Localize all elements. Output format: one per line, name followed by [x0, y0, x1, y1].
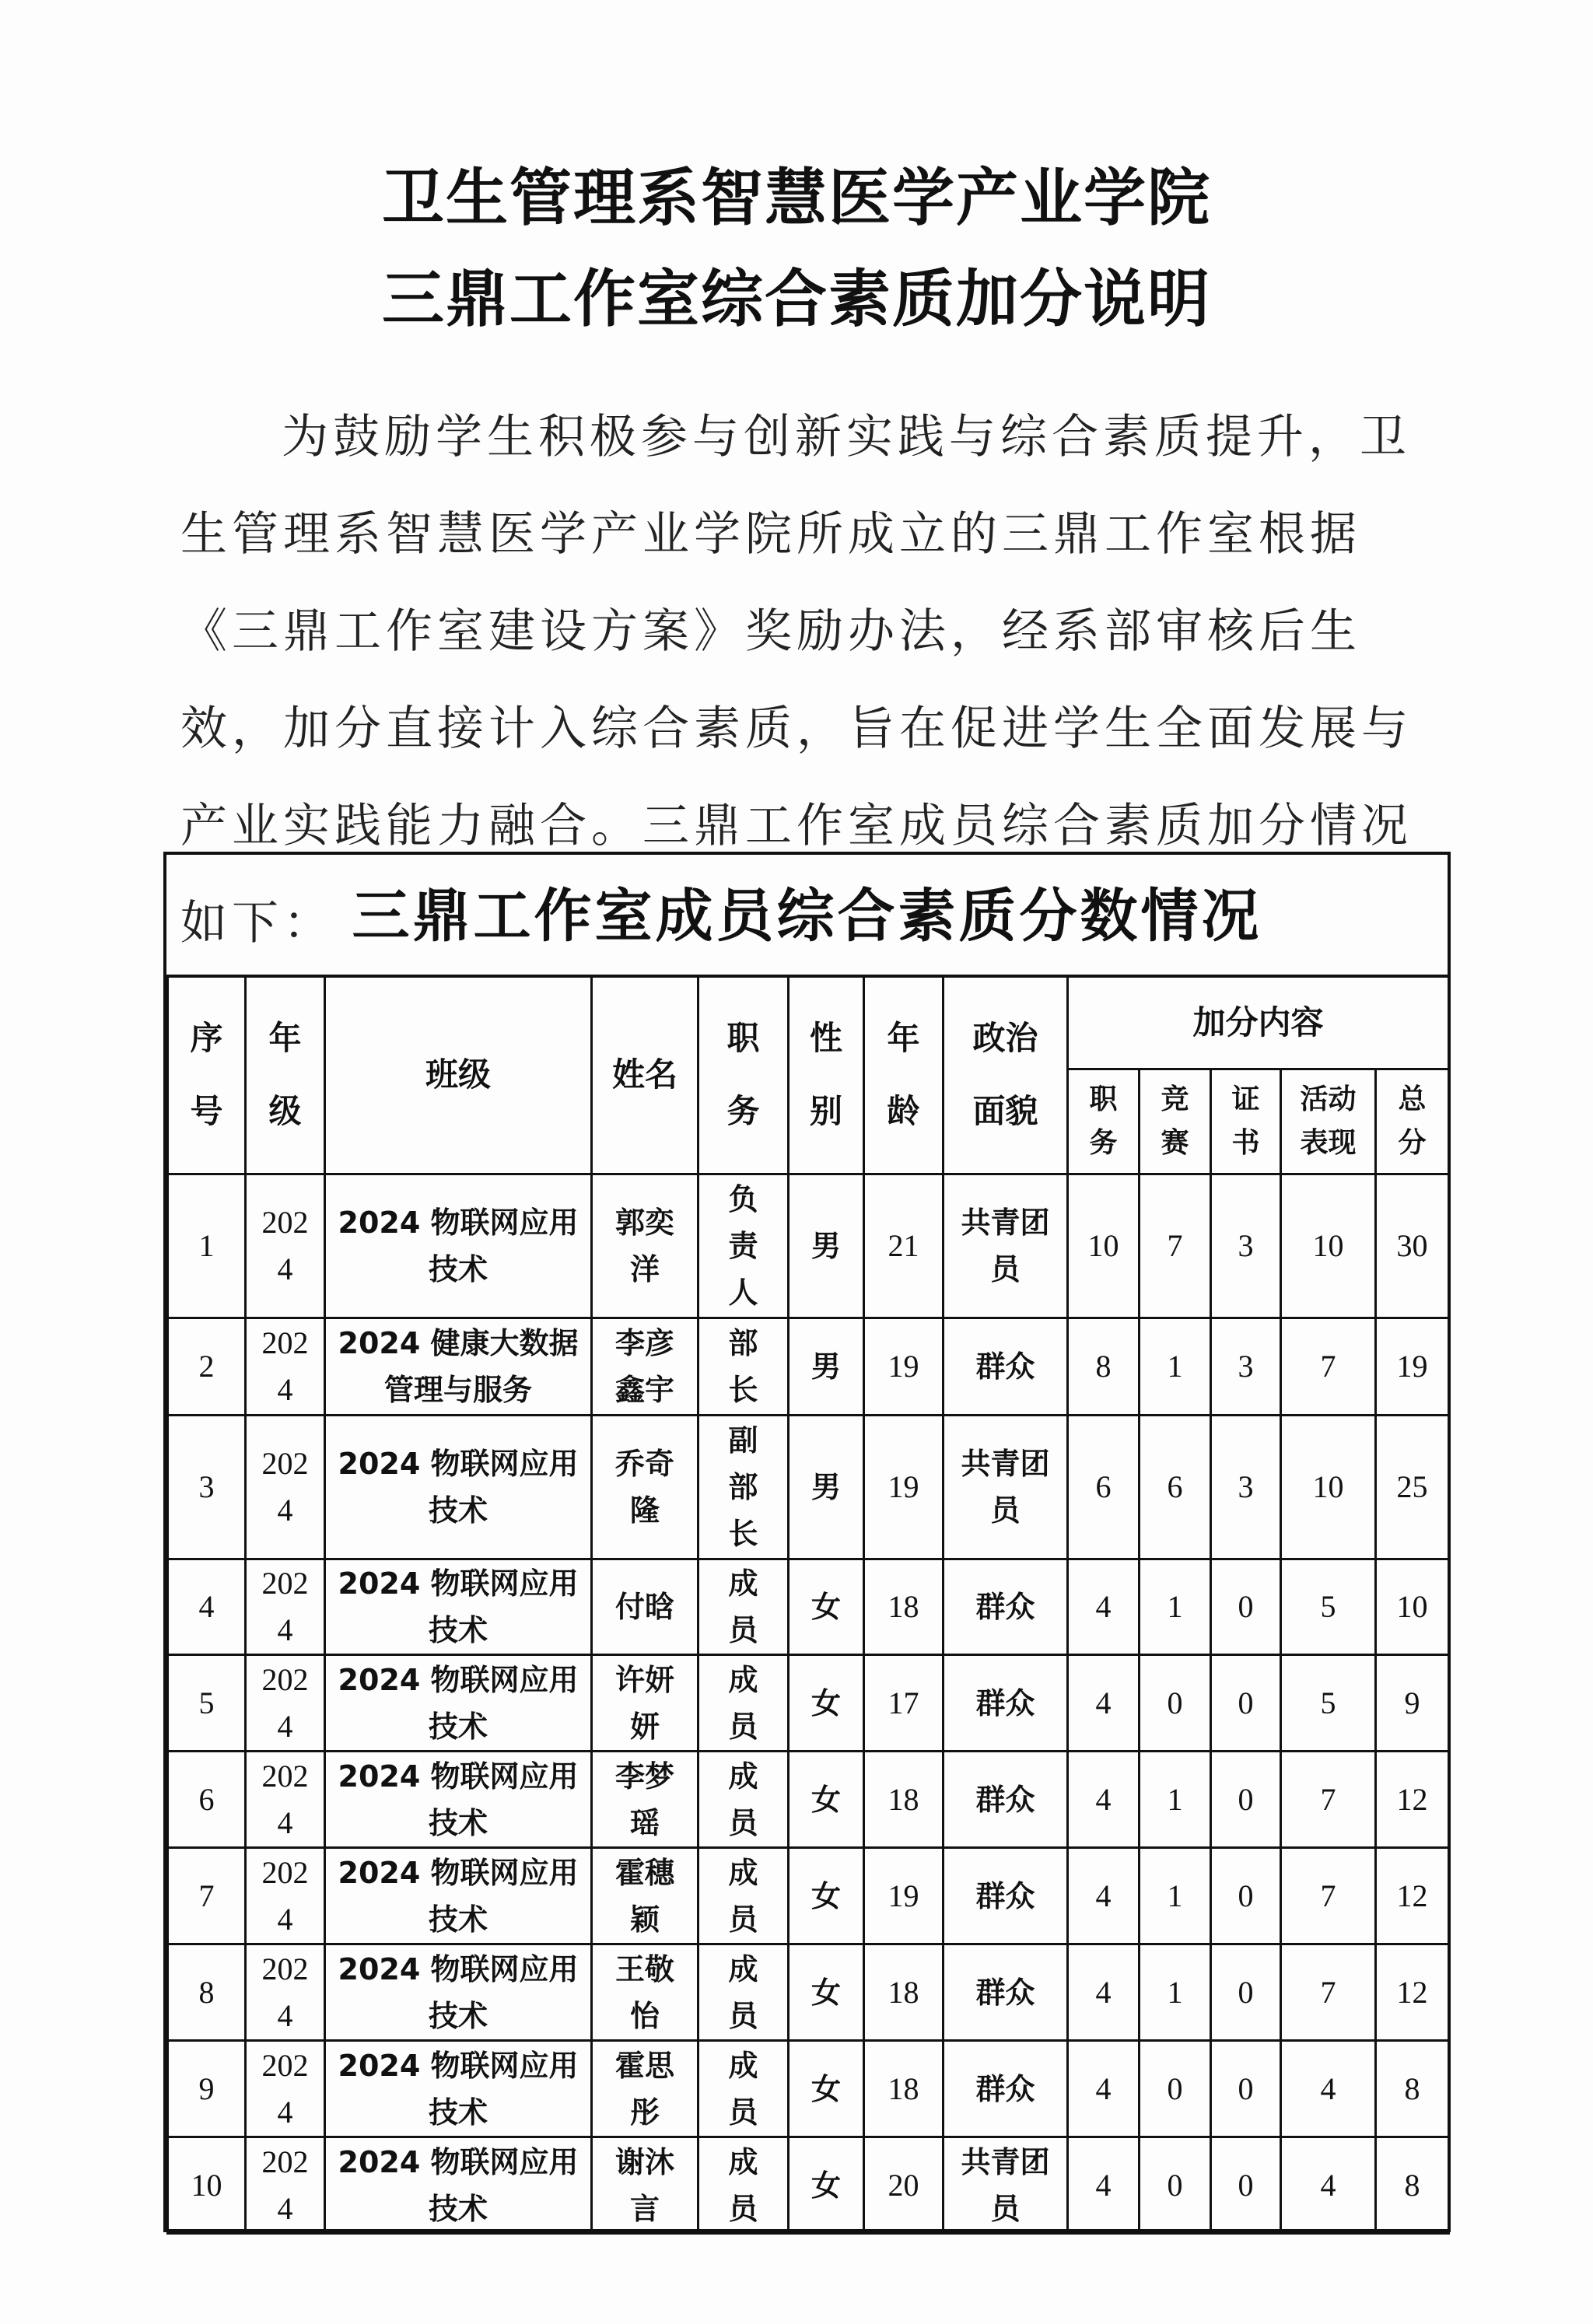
intro-paragraph-text: 为鼓励学生积极参与创新实践与综合素质提升，卫生管理系智慧医学产业学院所成立的三鼎工作室根据《三鼎工作室建设方案》奖励办法，经系部审核后生效，加分直接计入综合素质，旨在促进学生全面发展与产业实践能力融合。三鼎工作室成员综合素质加分情况如下： [180, 410, 1413, 950]
cell-bonus-cert: 0 [1211, 1944, 1281, 2041]
score-table-container [163, 852, 1451, 2232]
cell-bonus-activity: 5 [1281, 1655, 1376, 1752]
cell-gender: 女 [789, 2137, 864, 2234]
document-title-line2: 三鼎工作室综合素质加分说明 [382, 263, 1211, 335]
cell-bonus-contest: 0 [1140, 2137, 1211, 2234]
cell-bonus-total: 10 [1376, 1559, 1449, 1655]
cell-bonus-contest: 1 [1140, 1848, 1211, 1944]
cell-seq: 10 [168, 2137, 246, 2234]
header-row-1 [168, 976, 1449, 1069]
cell-seq: 8 [168, 1944, 246, 2041]
cell-bonus-duty: 6 [1068, 1416, 1140, 1559]
cell-bonus-activity: 7 [1281, 1318, 1376, 1416]
cell-gender: 女 [789, 1752, 864, 1848]
cell-grade: 202 4 [246, 1944, 325, 2041]
cell-role: 成 员 [698, 1559, 789, 1655]
cell-gender: 女 [789, 2041, 864, 2137]
cell-role: 成 员 [698, 2041, 789, 2137]
cell-bonus-contest: 1 [1140, 1318, 1211, 1416]
cell-bonus-total: 12 [1376, 1848, 1449, 1944]
cell-age: 19 [864, 1416, 944, 1559]
cell-political: 群众 [944, 2041, 1068, 2137]
cell-role: 成 员 [698, 1848, 789, 1944]
cell-bonus-contest: 1 [1140, 1752, 1211, 1848]
cell-bonus-cert: 0 [1211, 2041, 1281, 2137]
cell-grade: 202 4 [246, 1174, 325, 1318]
cell-bonus-contest: 1 [1140, 1944, 1211, 2041]
table-body [168, 1174, 1449, 2234]
cell-bonus-total: 8 [1376, 2041, 1449, 2137]
cell-political: 群众 [944, 1944, 1068, 2041]
cell-class: 2024 物联网应用 技术 [325, 1752, 592, 1848]
header-class: 班级 [325, 976, 592, 1174]
cell-seq: 3 [168, 1416, 246, 1559]
cell-bonus-activity: 4 [1281, 2041, 1376, 2137]
cell-political: 群众 [944, 1848, 1068, 1944]
cell-name: 李彦 鑫宇 [592, 1318, 698, 1416]
cell-bonus-cert: 3 [1211, 1174, 1281, 1318]
cell-political: 共青团 员 [944, 1174, 1068, 1318]
cell-name: 郭奕 洋 [592, 1174, 698, 1318]
cell-political: 群众 [944, 1318, 1068, 1416]
header-bonus-duty: 职 务 [1068, 1069, 1140, 1174]
cell-bonus-activity: 7 [1281, 1752, 1376, 1848]
header-bonus-total: 总 分 [1376, 1069, 1449, 1174]
cell-bonus-activity: 4 [1281, 2137, 1376, 2234]
cell-grade: 202 4 [246, 1752, 325, 1848]
cell-bonus-duty: 4 [1068, 1559, 1140, 1655]
cell-class: 2024 物联网应用 技术 [325, 1848, 592, 1944]
cell-seq: 9 [168, 2041, 246, 2137]
cell-bonus-total: 19 [1376, 1318, 1449, 1416]
cell-name: 霍思 彤 [592, 2041, 698, 2137]
cell-bonus-contest: 0 [1140, 2041, 1211, 2137]
cell-political: 群众 [944, 1752, 1068, 1848]
cell-age: 19 [864, 1318, 944, 1416]
header-role: 职 务 [698, 976, 789, 1174]
cell-bonus-activity: 10 [1281, 1416, 1376, 1559]
cell-seq: 1 [168, 1174, 246, 1318]
cell-gender: 男 [789, 1318, 864, 1416]
table-row [168, 1416, 1449, 1559]
cell-bonus-cert: 0 [1211, 2137, 1281, 2234]
table-row [168, 1944, 1449, 2041]
cell-bonus-contest: 6 [1140, 1416, 1211, 1559]
table-row [168, 1559, 1449, 1655]
cell-age: 21 [864, 1174, 944, 1318]
cell-bonus-activity: 10 [1281, 1174, 1376, 1318]
header-bonus-activity: 活动 表现 [1281, 1069, 1376, 1174]
cell-class: 2024 物联网应用 技术 [325, 1655, 592, 1752]
cell-age: 19 [864, 1848, 944, 1944]
cell-age: 18 [864, 1944, 944, 2041]
cell-grade: 202 4 [246, 1416, 325, 1559]
cell-bonus-duty: 4 [1068, 1655, 1140, 1752]
header-gender: 性 别 [789, 976, 864, 1174]
cell-bonus-cert: 0 [1211, 1848, 1281, 1944]
cell-class: 2024 物联网应用 技术 [325, 1944, 592, 2041]
cell-name: 乔奇 隆 [592, 1416, 698, 1559]
cell-gender: 女 [789, 1848, 864, 1944]
header-seq: 序 号 [168, 976, 246, 1174]
cell-age: 18 [864, 1559, 944, 1655]
document-title-line1: 卫生管理系智慧医学产业学院 [382, 162, 1211, 234]
cell-name: 王敬 怡 [592, 1944, 698, 2041]
cell-bonus-duty: 10 [1068, 1174, 1140, 1318]
table-row [168, 1174, 1449, 1318]
header-bonus-cert: 证 书 [1211, 1069, 1281, 1174]
cell-bonus-contest: 0 [1140, 1655, 1211, 1752]
cell-bonus-activity: 7 [1281, 1944, 1376, 2041]
table-row [168, 1752, 1449, 1848]
cell-bonus-total: 12 [1376, 1752, 1449, 1848]
cell-class: 2024 物联网应用 技术 [325, 1416, 592, 1559]
cell-bonus-duty: 4 [1068, 2137, 1140, 2234]
cell-bonus-total: 8 [1376, 2137, 1449, 2234]
cell-bonus-cert: 3 [1211, 1318, 1281, 1416]
header-political: 政治 面貌 [944, 976, 1068, 1174]
cell-bonus-cert: 3 [1211, 1416, 1281, 1559]
cell-political: 共青团 员 [944, 2137, 1068, 2234]
cell-bonus-duty: 4 [1068, 2041, 1140, 2137]
cell-grade: 202 4 [246, 1318, 325, 1416]
table-title: 三鼎工作室成员综合素质分数情况 [166, 855, 1448, 978]
cell-class: 2024 健康大数据 管理与服务 [325, 1318, 592, 1416]
cell-bonus-cert: 0 [1211, 1752, 1281, 1848]
cell-bonus-duty: 4 [1068, 1944, 1140, 2041]
cell-name: 谢沐 言 [592, 2137, 698, 2234]
cell-class: 2024 物联网应用 技术 [325, 1559, 592, 1655]
cell-name: 霍穗 颖 [592, 1848, 698, 1944]
table-row [168, 1318, 1449, 1416]
header-bonus-group: 加分内容 [1068, 976, 1449, 1069]
cell-class: 2024 物联网应用 技术 [325, 2041, 592, 2137]
cell-role: 成 员 [698, 1752, 789, 1848]
cell-bonus-duty: 4 [1068, 1752, 1140, 1848]
cell-bonus-total: 9 [1376, 1655, 1449, 1752]
cell-name: 许妍 妍 [592, 1655, 698, 1752]
cell-bonus-cert: 0 [1211, 1655, 1281, 1752]
cell-bonus-contest: 7 [1140, 1174, 1211, 1318]
header-name: 姓名 [592, 976, 698, 1174]
header-grade: 年 级 [246, 976, 325, 1174]
cell-name: 付晗 [592, 1559, 698, 1655]
cell-age: 18 [864, 2041, 944, 2137]
cell-bonus-contest: 1 [1140, 1559, 1211, 1655]
cell-grade: 202 4 [246, 2041, 325, 2137]
cell-bonus-duty: 8 [1068, 1318, 1140, 1416]
header-age: 年 龄 [864, 976, 944, 1174]
cell-role: 副 部 长 [698, 1416, 789, 1559]
cell-bonus-total: 25 [1376, 1416, 1449, 1559]
cell-seq: 4 [168, 1559, 246, 1655]
cell-bonus-cert: 0 [1211, 1559, 1281, 1655]
cell-bonus-total: 12 [1376, 1944, 1449, 2041]
cell-class: 2024 物联网应用 技术 [325, 2137, 592, 2234]
cell-age: 17 [864, 1655, 944, 1752]
cell-role: 成 员 [698, 1655, 789, 1752]
cell-seq: 7 [168, 1848, 246, 1944]
cell-role: 负 责 人 [698, 1174, 789, 1318]
cell-gender: 女 [789, 1559, 864, 1655]
cell-political: 群众 [944, 1655, 1068, 1752]
cell-gender: 女 [789, 1655, 864, 1752]
cell-grade: 202 4 [246, 2137, 325, 2234]
cell-seq: 6 [168, 1752, 246, 1848]
table-row [168, 2137, 1449, 2234]
cell-grade: 202 4 [246, 1559, 325, 1655]
cell-role: 成 员 [698, 1944, 789, 2041]
table-row [168, 2041, 1449, 2137]
cell-political: 共青团 员 [944, 1416, 1068, 1559]
score-table [166, 975, 1450, 2235]
cell-seq: 5 [168, 1655, 246, 1752]
cell-role: 成 员 [698, 2137, 789, 2234]
cell-gender: 女 [789, 1944, 864, 2041]
cell-bonus-duty: 4 [1068, 1848, 1140, 1944]
cell-seq: 2 [168, 1318, 246, 1416]
cell-political: 群众 [944, 1559, 1068, 1655]
header-bonus-contest: 竞 赛 [1140, 1069, 1211, 1174]
cell-bonus-activity: 5 [1281, 1559, 1376, 1655]
cell-name: 李梦 瑶 [592, 1752, 698, 1848]
cell-grade: 202 4 [246, 1848, 325, 1944]
table-row [168, 1848, 1449, 1944]
cell-gender: 男 [789, 1174, 864, 1318]
cell-age: 18 [864, 1752, 944, 1848]
cell-bonus-activity: 7 [1281, 1848, 1376, 1944]
table-row [168, 1655, 1449, 1752]
cell-grade: 202 4 [246, 1655, 325, 1752]
cell-gender: 男 [789, 1416, 864, 1559]
cell-bonus-total: 30 [1376, 1174, 1449, 1318]
cell-role: 部 长 [698, 1318, 789, 1416]
cell-class: 2024 物联网应用 技术 [325, 1174, 592, 1318]
cell-age: 20 [864, 2137, 944, 2234]
